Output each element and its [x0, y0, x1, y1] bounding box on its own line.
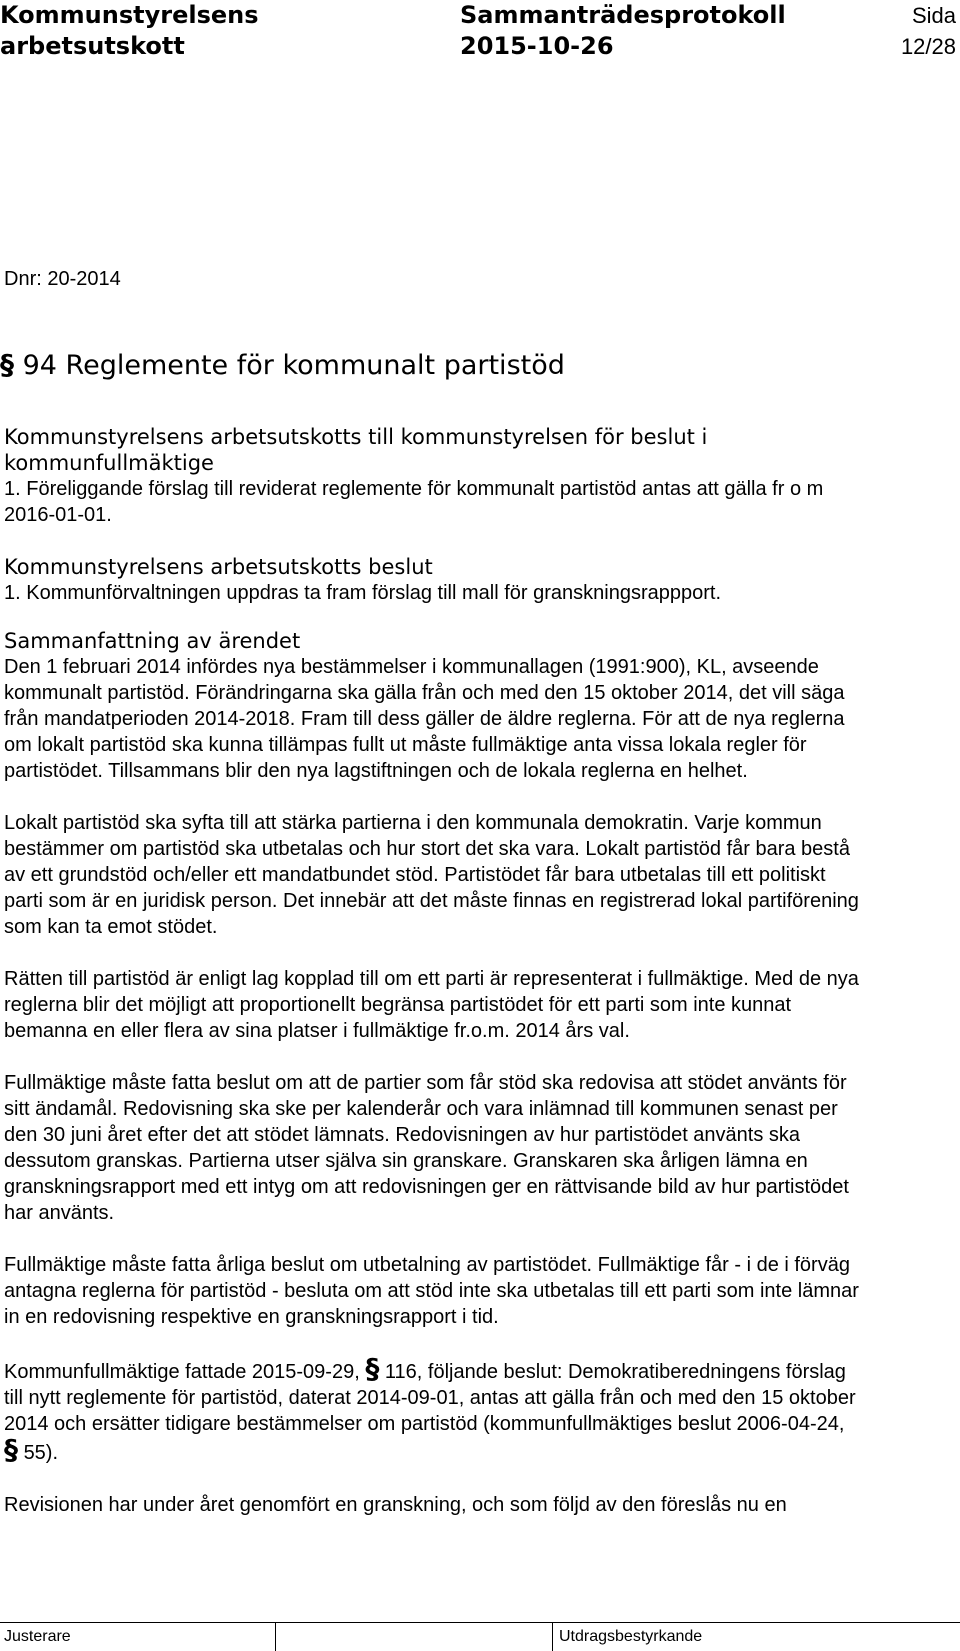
- summary-p1-line: Den 1 februari 2014 infördes nya bestämmelser i kommunallagen (1991:900), KL, avseende: [4, 656, 819, 678]
- summary-p6-text: 116, följande beslut: Demokratiberedningens förslag: [384, 1361, 846, 1383]
- summary-paragraph-6: [4, 1352, 956, 1466]
- header-organization-line1: Kommunstyrelsens: [0, 1, 259, 29]
- summary-p1-line: om lokalt partistöd ska kunna tillämpas fullt ut måste fullmäktige anta vissa lokala regler för: [4, 734, 807, 756]
- summary-paragraph-3: [4, 966, 956, 1044]
- summary-p4-line: har använts.: [4, 1202, 115, 1224]
- case-number: Dnr: 20-2014: [4, 268, 121, 290]
- section-sign-icon: §: [365, 1352, 380, 1385]
- summary-p6-line3: 2014 och ersätter tidigare bestämmelser om partistöd (kommunfullmäktiges beslut 2006-04-24,: [4, 1413, 845, 1435]
- summary-p2-line: som kan ta emot stödet.: [4, 916, 218, 938]
- summary-p1-line: från mandatperioden 2014-2018. Fram till dess gäller de äldre reglerna. För att de nya reglerna: [4, 708, 845, 730]
- header-meeting-date: 2015-10-26: [460, 32, 614, 60]
- header-organization: [0, 0, 259, 62]
- header-page-count: 12/28: [900, 34, 956, 59]
- summary-p3-line: Rätten till partistöd är enligt lag kopplad till om ett parti är representerat i fullmäktige. Med de nya: [4, 968, 859, 990]
- header-document-type-label: Sammanträdesprotokoll: [460, 1, 786, 29]
- summary-paragraph-4: [4, 1070, 956, 1226]
- section-sign-icon: §: [4, 1433, 18, 1466]
- summary-heading: Sammanfattning av ärendet: [4, 629, 301, 653]
- summary-p2-line: parti som är en juridisk person. Det innebär att det måste finnas en registrerad lokal partiförening: [4, 890, 859, 912]
- section-sign-icon: §: [0, 348, 14, 381]
- summary-p2-line: Lokalt partistöd ska syfta till att stärka partierna i den kommunala demokratin. Varje kommun: [4, 812, 822, 834]
- header-page-label: Sida: [911, 3, 956, 28]
- header-page-number: [901, 0, 956, 62]
- summary-paragraph-7: Revisionen har under året genomfört en granskning, och som följd av den föreslås nu en: [4, 1494, 787, 1516]
- document-body: [4, 424, 956, 1518]
- summary-p4-line: dessutom granskas. Partierna utser själva sin granskare. Granskaren ska årligen lämna en: [4, 1150, 808, 1172]
- summary-p6-line4: [4, 1433, 956, 1466]
- summary-p1-line: partistödet. Tillsammans blir den nya lagstiftningen och de lokala reglerna en helhet.: [4, 760, 748, 782]
- header-document-type: [460, 0, 786, 62]
- summary-p4-line: granskningsrapport med ett intyg om att redovisningen ger en rättvisande bild av hur partistödet: [4, 1176, 849, 1198]
- proposal-item-1: [4, 476, 956, 528]
- summary-p2-line: av ett grundstöd och/eller ett mandatbundet stöd. Partistödet får bara utbetalas till ett politiskt: [4, 864, 826, 886]
- summary-p6-text: Kommunfullmäktige fattade 2015-09-29,: [4, 1361, 360, 1383]
- page-footer: [0, 1622, 960, 1651]
- proposal-item-1-line1: 1. Föreliggande förslag till reviderat reglemente för kommunalt partistöd antas att gälla fr o m: [4, 478, 824, 500]
- summary-p4-line: Fullmäktige måste fatta beslut om att de partier som får stöd ska redovisa att stödet använts för: [4, 1072, 847, 1094]
- summary-p6-line2: till nytt reglemente för partistöd, daterat 2014-09-01, antas att gälla från och med den 15 oktober: [4, 1387, 856, 1409]
- page-title: [0, 348, 565, 383]
- summary-paragraph-5: [4, 1252, 956, 1330]
- summary-p6-line1: [4, 1352, 956, 1385]
- footer-utdragsbestyrkande: Utdragsbestyrkande: [552, 1623, 960, 1651]
- summary-paragraph-2: [4, 810, 956, 940]
- proposal-heading-line2: kommunfullmäktige: [4, 451, 214, 475]
- proposal-heading: [4, 424, 956, 476]
- summary-p3-line: reglerna blir det möjligt att proportionellt begränsa partistödet för ett parti som inte kunnat: [4, 994, 792, 1016]
- summary-p4-line: den 30 juni året efter det att stödet lämnats. Redovisningen av hur partistödet använts ska: [4, 1124, 801, 1146]
- decision-heading: Kommunstyrelsens arbetsutskotts beslut: [4, 555, 433, 579]
- summary-p6-text: 55).: [23, 1442, 59, 1464]
- header-organization-line2: arbetsutskott: [0, 32, 185, 60]
- summary-p2-line: bestämmer om partistöd ska utbetalas och hur stort det ska vara. Lokalt partistöd får bara bestå: [4, 838, 850, 860]
- summary-p5-line: in en redovisning respektive en granskningsrapport i tid.: [4, 1306, 499, 1328]
- decision-item-1: 1. Kommunförvaltningen uppdras ta fram förslag till mall för granskningsrappport.: [4, 582, 722, 604]
- summary-p3-line: bemanna en eller flera av sina platser i fullmäktige fr.o.m. 2014 års val.: [4, 1020, 630, 1042]
- summary-paragraph-1: [4, 654, 956, 784]
- footer-justerare: Justerare: [0, 1623, 276, 1651]
- summary-p4-line: sitt ändamål. Redovisning ska ske per kalenderår och vara inlämnad till kommunen senast per: [4, 1098, 838, 1120]
- summary-p1-line: kommunalt partistöd. Förändringarna ska gälla från och med den 15 oktober 2014, det vill säga: [4, 682, 845, 704]
- page-header: [0, 0, 960, 70]
- proposal-heading-line1: Kommunstyrelsens arbetsutskotts till kommunstyrelsen för beslut i: [4, 425, 708, 449]
- page-title-text: 94 Reglemente för kommunalt partistöd: [22, 350, 565, 381]
- summary-p5-line: antagna reglerna för partistöd - besluta om att stöd inte ska utbetalas till ett parti som inte lämnar: [4, 1280, 859, 1302]
- proposal-item-1-line2: 2016-01-01.: [4, 504, 112, 526]
- summary-p5-line: Fullmäktige måste fatta årliga beslut om utbetalning av partistödet. Fullmäktige får - i de i förväg: [4, 1254, 850, 1276]
